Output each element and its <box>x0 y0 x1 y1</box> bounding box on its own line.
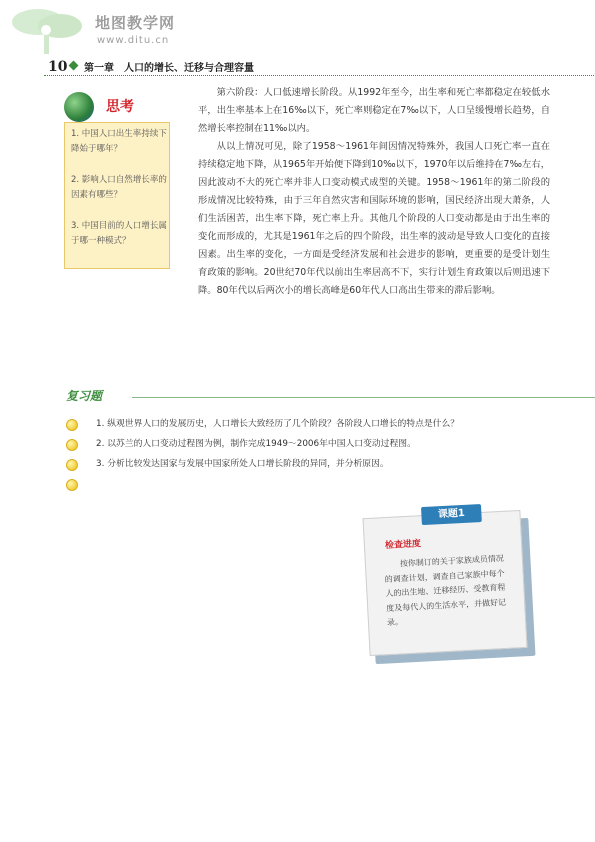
task-card-tab: 课题1 <box>421 504 482 525</box>
paragraph: 第六阶段：人口低速增长阶段。从1992年至今，出生率和死亡率都稳定在较低水平，出生率基本上在16‰以下，死亡率则稳定在7‰以下，人口呈缓慢增长趋势，自然增长率控制在11‰以内。 <box>198 87 550 134</box>
task-card <box>362 507 527 656</box>
review-title: 复习题 <box>66 389 103 403</box>
review-item <box>66 457 566 473</box>
diamond-icon <box>69 61 79 71</box>
review-item <box>66 477 566 493</box>
review-item-text: 1. 纵观世界人口的发展历史，人口增长大致经历了几个阶段？各阶段人口增长的特点是什么？ <box>96 419 460 429</box>
watermark-title: 地图教学网 <box>95 14 176 32</box>
paragraph: 从以上情况可见，除了1958～1961年间因情况特殊外，我国人口死亡率一直在持续稳定地下降，从1965年开始便下降到10‰以下，1970年以后维持在7‰左右，因此波动不大的死亡率并非人口变动模式成型的关键。1958～1961年的第二阶段的形成情况比较特殊，由于三年自然灾害和国际环境的影响，国民经济出现大萧条，人们生活困苦，出生率下降，死亡率上升。其他几个阶段的人口变动都是由于出生率的变化而形成的，尤其是1961年之后的四个阶段，出生率的波动是导致人口变化的直接因素。出生率的变化，一方面是受经济发展和社会进步的影响，更重要的是受计划生育政策的影响。20世纪70年代以前出生率居高不下，实行计划生育政策以后则迅速下降。80年代以后两次小的增长高峰是60年代人口高出生带来的滞后影响。 <box>198 141 550 296</box>
think-title: 思考 <box>106 99 134 115</box>
header-divider <box>44 75 595 76</box>
task-card-subtitle: 检查进度 <box>384 539 422 552</box>
review-item-text: 2. 以苏兰的人口变动过程图为例，制作完成1949～2006年中国人口变动过程图。 <box>96 439 416 449</box>
ditu-logo-icon <box>8 6 90 58</box>
task-card-body: 按你制订的关于家族成员情况的调查计划，调查自己家族中每个人的出生地、迁移经历、受教育程度及每代人的生活水平，并做好记录。 <box>384 553 507 628</box>
review-item <box>66 417 566 433</box>
think-question: 3. 中国目前的人口增长属于哪一种模式？ <box>71 221 167 246</box>
globe-icon <box>64 92 94 122</box>
think-question: 1. 中国人口出生率持续下降始于哪年？ <box>71 129 167 154</box>
review-divider <box>132 397 595 398</box>
review-item-text: 3. 分析比较发达国家与发展中国家所处人口增长阶段的异同，并分析原因。 <box>96 459 389 469</box>
bullet-icon <box>66 439 78 451</box>
bullet-icon <box>66 479 78 491</box>
watermark-url: www.ditu.cn <box>97 35 170 46</box>
bullet-icon <box>66 459 78 471</box>
review-item <box>66 437 566 453</box>
think-question: 2. 影响人口自然增长率的因素有哪些？ <box>71 175 167 200</box>
bullet-icon <box>66 419 78 431</box>
page-number: 10 <box>48 59 68 75</box>
chapter-title: 第一章 人口的增长、迁移与合理容量 <box>84 63 254 74</box>
think-box <box>64 122 170 269</box>
main-text <box>198 84 550 300</box>
